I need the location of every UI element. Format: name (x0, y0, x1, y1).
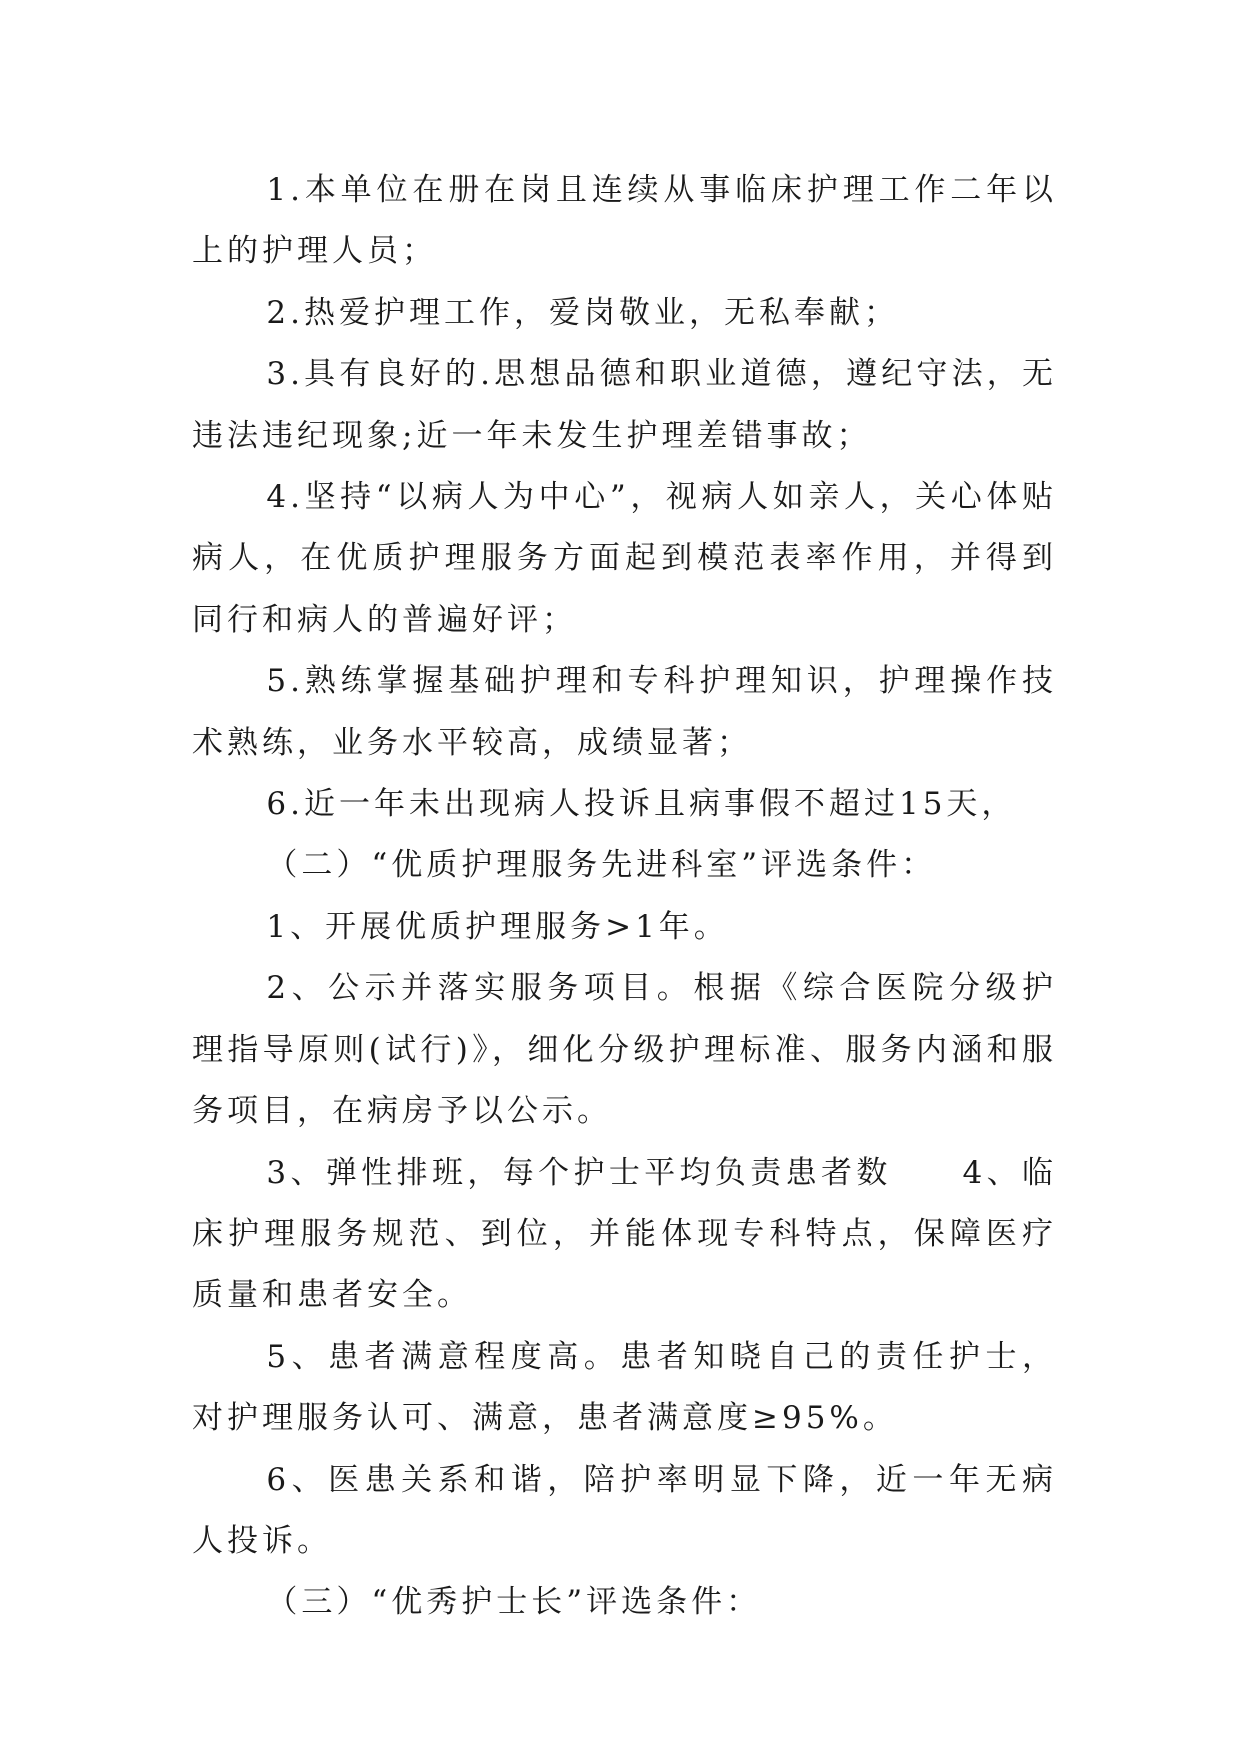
paragraph-department-1: 1、开展优质护理服务>1年。 (266, 908, 729, 945)
paragraph-criterion-4: 4.坚持“以病人为中心”，视病人如亲人，关心体贴病人，在优质护理服务方面起到模范表率作用，并得到同行和病人的普遍好评； (192, 479, 1057, 638)
section-heading-advanced-department: （二）“优质护理服务先进科室”评选条件： (266, 847, 937, 884)
paragraph-criterion-6: 6.近一年未出现病人投诉且病事假不超过15天， (266, 786, 1017, 823)
paragraph-criterion-3: 3.具有良好的.思想品德和职业道德，遵纪守法，无违法违纪现象;近一年未发生护理差错事故； (192, 356, 1057, 454)
paragraph-department-6: 6、医患关系和谐，陪护率明显下降，近一年无病人投诉。 (192, 1461, 1057, 1559)
document-body (192, 160, 1057, 1634)
section-heading-head-nurse: （三）“优秀护士长”评选条件： (266, 1584, 762, 1621)
paragraph-department-2: 2、公示并落实服务项目。根据《综合医院分级护理指导原则(试行)》，细化分级护理标准、服务内涵和服务项目，在病房予以公示。 (192, 970, 1057, 1130)
paragraph-criterion-5: 5.熟练掌握基础护理和专科护理知识，护理操作技术熟练，业务水平较高，成绩显著； (192, 663, 1057, 761)
paragraph-department-5: 5、患者满意程度高。患者知晓自己的责任护士，对护理服务认可、满意，患者满意度≥95%。 (192, 1338, 1057, 1437)
paragraph-department-3-4: 3、弹性排班，每个护士平均负责患者数 4、临床护理服务规范、到位，并能体现专科特点，保障医疗质量和患者安全。 (192, 1154, 1057, 1314)
paragraph-criterion-2: 2.热爱护理工作，爱岗敬业，无私奉献； (266, 294, 899, 331)
paragraph-criterion-1: 1.本单位在册在岗且连续从事临床护理工作二年以上的护理人员； (192, 172, 1057, 270)
